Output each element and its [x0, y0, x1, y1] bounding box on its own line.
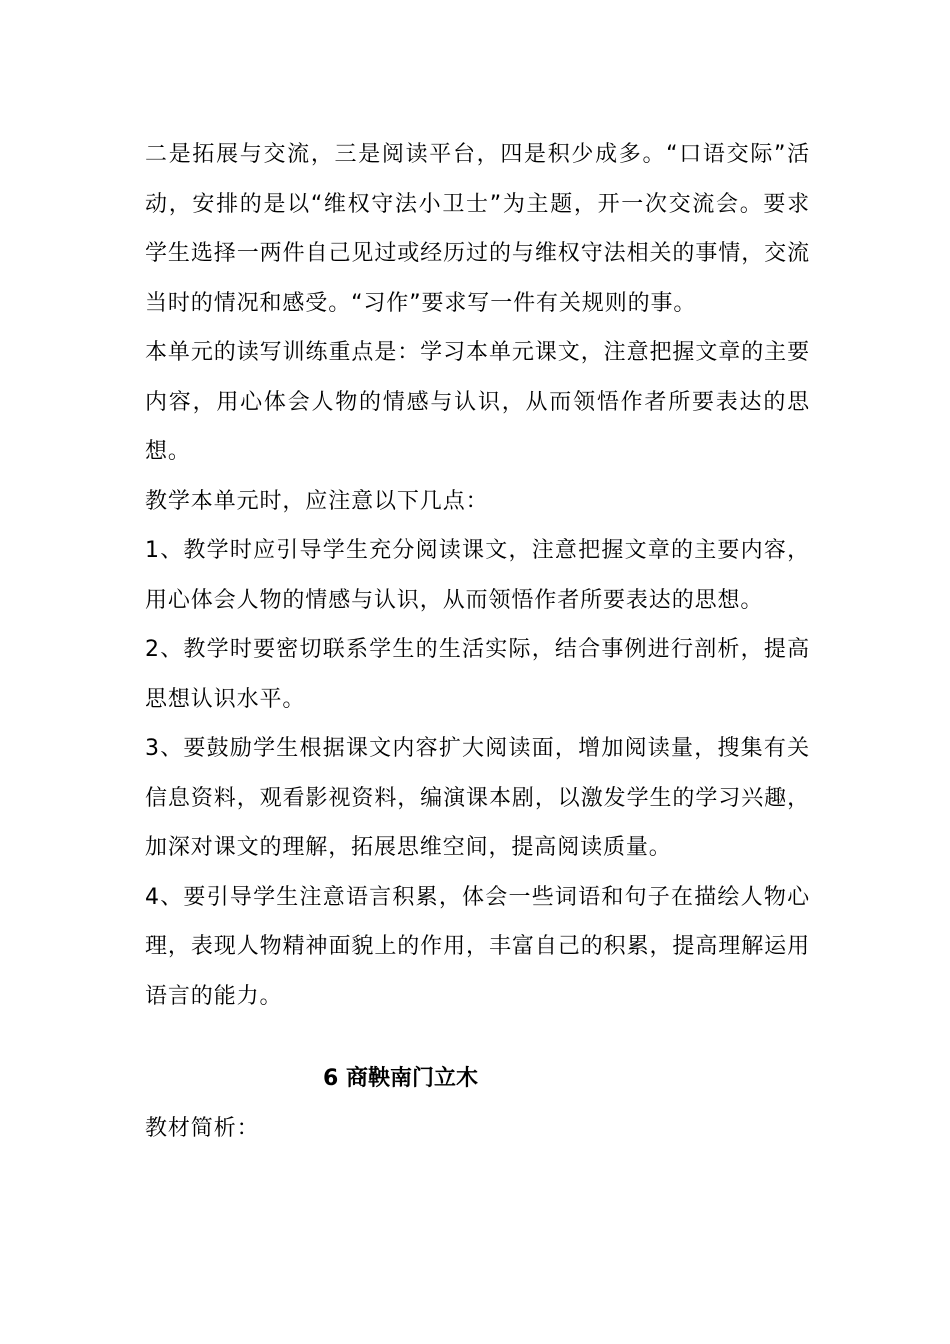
paragraph-point-2: 2、教学时要密切联系学生的生活实际，结合事例进行剖析，提高思想认识水平。: [145, 637, 810, 712]
document-body: [145, 130, 810, 1153]
paragraph-focus: 本单元的读写训练重点是：学习本单元课文，注意把握文章的主要内容，用心体会人物的情感与认识，从而领悟作者所要表达的思想。: [145, 340, 810, 464]
paragraph-intro: 二是拓展与交流，三是阅读平台，四是积少成多。“口语交际”活动，安排的是以“维权守法小卫士”为主题，开一次交流会。要求学生选择一两件自己见过或经历过的与维权守法相关的事情，交流当时的情况和感受。“习作”要求写一件有关规则的事。: [145, 142, 810, 316]
paragraph-notes-lead: 教学本单元时，应注意以下几点：: [145, 488, 489, 514]
paragraph-point-1: 1、教学时应引导学生充分阅读课文，注意把握文章的主要内容，用心体会人物的情感与认识，从而领悟作者所要表达的思想。: [145, 538, 810, 613]
section-subheading: 教材简析：: [145, 1115, 260, 1141]
lesson-title: 6 商鞅南门立木: [323, 1066, 478, 1091]
paragraph-point-3: 3、要鼓励学生根据课文内容扩大阅读面，增加阅读量，搜集有关信息资料，观看影视资料，编演课本剧，以激发学生的学习兴趣，加深对课文的理解，拓展思维空间，提高阅读质量。: [145, 736, 810, 860]
paragraph-point-4: 4、要引导学生注意语言积累，体会一些词语和句子在描绘人物心理，表现人物精神面貌上的作用，丰富自己的积累，提高理解运用语言的能力。: [145, 884, 810, 1009]
